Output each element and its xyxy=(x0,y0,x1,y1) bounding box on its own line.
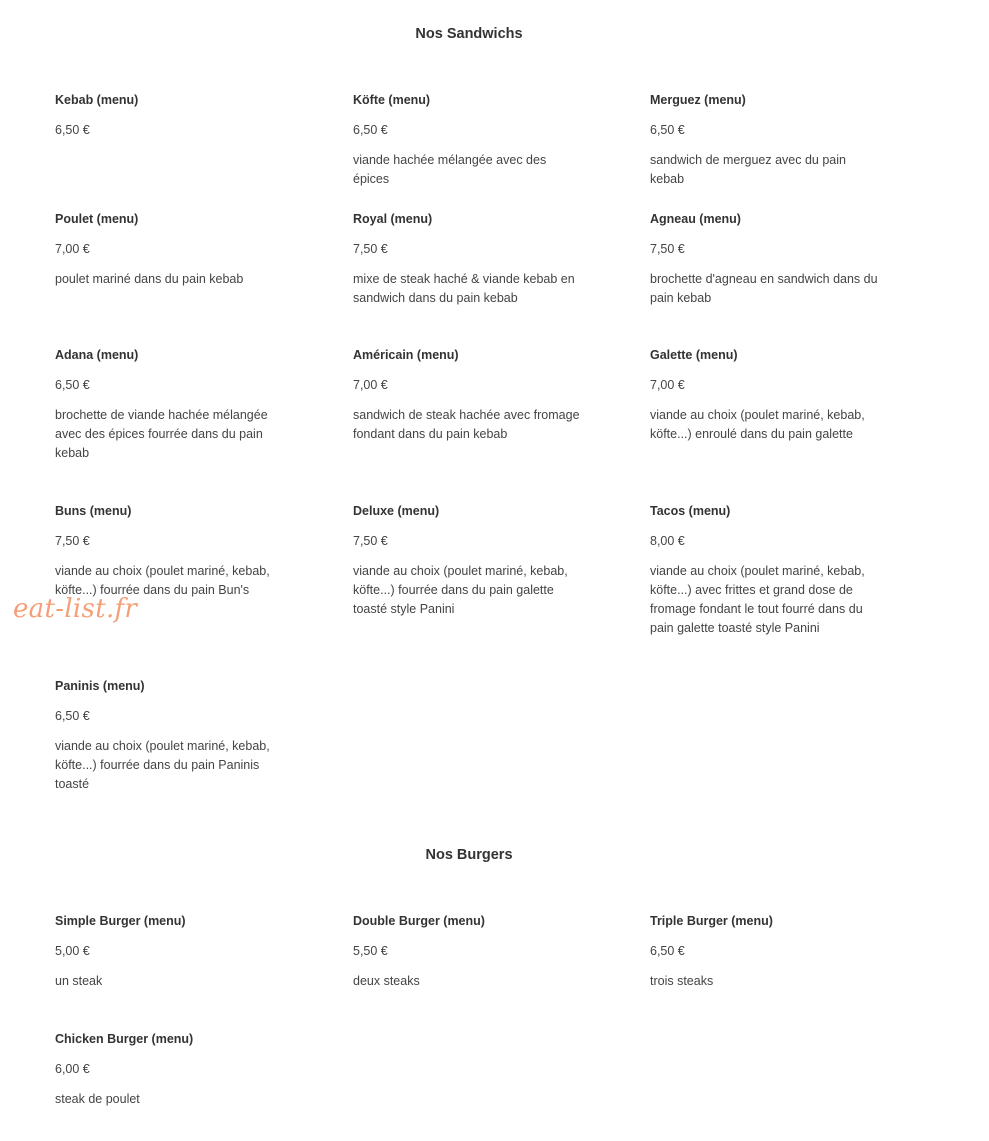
menu-item-price: 6,50 € xyxy=(55,378,90,392)
menu-item-chicken-burger xyxy=(55,1030,285,1109)
menu-item-description: viande au choix (poulet mariné, kebab, köfte...) fourrée dans du pain galette toasté style Panini xyxy=(353,564,568,616)
menu-item-price: 6,50 € xyxy=(55,123,90,137)
menu-item-poulet xyxy=(55,210,285,289)
menu-item-price: 7,50 € xyxy=(650,242,685,256)
menu-item-description: trois steaks xyxy=(650,974,714,988)
menu-item-name: Poulet (menu) xyxy=(55,212,139,226)
menu-item-name: Simple Burger (menu) xyxy=(55,914,186,928)
menu-item-merguez xyxy=(650,91,880,189)
menu-item-triple-burger xyxy=(650,912,880,991)
menu-item-price: 7,00 € xyxy=(650,378,685,392)
menu-item-description: steak de poulet xyxy=(55,1092,140,1106)
menu-item-paninis xyxy=(55,677,285,794)
menu-item-kebab xyxy=(55,91,285,139)
menu-item-price: 8,00 € xyxy=(650,534,685,548)
menu-item-name: Köfte (menu) xyxy=(353,93,431,107)
menu-item-name: Galette (menu) xyxy=(650,348,738,362)
menu-item-name: Buns (menu) xyxy=(55,504,132,518)
menu-item-price: 7,50 € xyxy=(353,242,388,256)
menu-item-price: 7,00 € xyxy=(55,242,90,256)
menu-item-name: Merguez (menu) xyxy=(650,93,746,107)
menu-item-name: Double Burger (menu) xyxy=(353,914,485,928)
menu-item-americain xyxy=(353,346,583,444)
menu-item-name: Deluxe (menu) xyxy=(353,504,440,518)
menu-item-price: 7,00 € xyxy=(353,378,388,392)
menu-item-description: un steak xyxy=(55,974,103,988)
menu-item-simple-burger xyxy=(55,912,285,991)
menu-item-description: viande hachée mélangée avec des épices xyxy=(353,153,547,186)
menu-item-kofte xyxy=(353,91,583,189)
menu-item-double-burger xyxy=(353,912,583,991)
watermark-logo: eat-list.fr xyxy=(13,594,138,624)
menu-item-description: viande au choix (poulet mariné, kebab, köfte...) fourrée dans du pain Paninis toasté xyxy=(55,739,270,791)
section-title-burgers: Nos Burgers xyxy=(425,847,513,863)
menu-item-name: Triple Burger (menu) xyxy=(650,914,773,928)
menu-item-description: viande au choix (poulet mariné, kebab, köfte...) avec frittes et grand dose de fromage fondant le tout fourré dans du pain galette toasté style Panini xyxy=(650,564,865,635)
menu-item-name: Chicken Burger (menu) xyxy=(55,1032,194,1046)
menu-item-price: 5,50 € xyxy=(353,944,388,958)
menu-item-price: 7,50 € xyxy=(353,534,388,548)
menu-item-description: sandwich de merguez avec du pain kebab xyxy=(650,153,846,186)
menu-item-price: 6,50 € xyxy=(55,709,90,723)
section-title-sandwichs: Nos Sandwichs xyxy=(415,26,523,42)
menu-item-description: viande au choix (poulet mariné, kebab, köfte...) enroulé dans du pain galette xyxy=(650,408,865,441)
menu-item-name: Tacos (menu) xyxy=(650,504,731,518)
menu-item-price: 6,50 € xyxy=(650,123,685,137)
menu-item-galette xyxy=(650,346,880,444)
menu-item-description: sandwich de steak hachée avec fromage fondant dans du pain kebab xyxy=(353,408,580,441)
menu-item-price: 7,50 € xyxy=(55,534,90,548)
menu-item-price: 5,00 € xyxy=(55,944,90,958)
menu-item-name: Agneau (menu) xyxy=(650,212,741,226)
menu-item-tacos xyxy=(650,502,880,638)
menu-item-description: deux steaks xyxy=(353,974,420,988)
menu-item-description: viande au choix (poulet mariné, kebab, köfte...) fourrée dans du pain Bun's xyxy=(55,564,270,597)
menu-item-name: Royal (menu) xyxy=(353,212,433,226)
menu-item-name: Adana (menu) xyxy=(55,348,139,362)
menu-item-royal xyxy=(353,210,583,308)
menu-item-name: Kebab (menu) xyxy=(55,93,139,107)
menu-item-name: Paninis (menu) xyxy=(55,679,145,693)
menu-item-name: Américain (menu) xyxy=(353,348,459,362)
menu-item-agneau xyxy=(650,210,880,308)
menu-item-price: 6,00 € xyxy=(55,1062,90,1076)
menu-item-deluxe xyxy=(353,502,583,619)
menu-item-buns xyxy=(55,502,285,600)
menu-item-price: 6,50 € xyxy=(353,123,388,137)
menu-item-price: 6,50 € xyxy=(650,944,685,958)
menu-item-adana xyxy=(55,346,285,463)
menu-item-description: mixe de steak haché & viande kebab en sandwich dans du pain kebab xyxy=(353,272,575,305)
menu-item-description: brochette de viande hachée mélangée avec des épices fourrée dans du pain kebab xyxy=(55,408,268,460)
menu-item-description: poulet mariné dans du pain kebab xyxy=(55,272,244,286)
menu-item-description: brochette d'agneau en sandwich dans du pain kebab xyxy=(650,272,878,305)
